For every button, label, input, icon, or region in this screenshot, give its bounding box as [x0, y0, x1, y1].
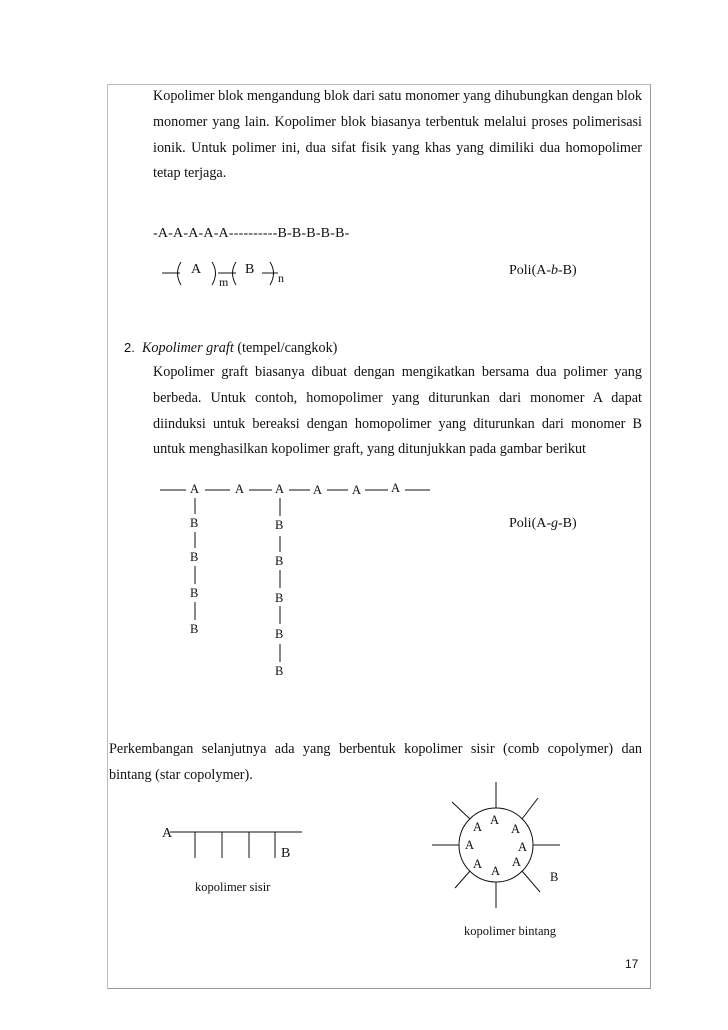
star-ring-a6: A — [473, 857, 483, 871]
star-ring-a2: A — [473, 820, 483, 834]
graft-backbone-a4: A — [313, 483, 323, 497]
star-ring-a4: A — [465, 838, 475, 852]
graft-branch2-b4: B — [275, 627, 284, 641]
graft-backbone-a5: A — [352, 483, 362, 497]
comb-b-label: B — [281, 846, 291, 861]
graft-branch1-b2: B — [190, 550, 199, 564]
graft-backbone-a3: A — [275, 482, 285, 496]
star-caption: kopolimer bintang — [464, 924, 556, 938]
graft-paragraph: Kopolimer graft biasanya dibuat dengan mengikatkan bersama dua polimer yang berbeda. Untuk contoh, homopolimer yang diturunkan dari monomer A dapat diinduksi untuk bereaksi dengan homopolimer yang diturunkan dari monomer B untuk menghasilkan kopolimer graft, yang ditunjukkan pada gambar berikut — [153, 364, 642, 458]
star-b-label: B — [550, 870, 559, 884]
graft-backbone-a1: A — [190, 482, 200, 496]
block-chain-formula: -A-A-A-A-A----------B-B-B-B-B- — [153, 226, 350, 241]
block-unit-b: B — [245, 262, 255, 277]
block-subscript-m: m — [219, 275, 229, 289]
graft-branch2-b2: B — [275, 554, 284, 568]
comb-a-label: A — [162, 826, 173, 841]
graft-branch2-b1: B — [275, 518, 284, 532]
star-ring-a7: A — [512, 855, 522, 869]
graft-branch2-b5: B — [275, 664, 284, 678]
graft-branch1-b3: B — [190, 586, 199, 600]
block-subscript-n: n — [278, 271, 284, 285]
block-formula-label: Poli(A-b-B) — [509, 263, 577, 278]
graft-formula-label: Poli(A-g-B) — [509, 516, 577, 531]
graft-branch1-b4: B — [190, 622, 199, 636]
block-unit-a: A — [191, 262, 202, 277]
star-ring-a1: A — [490, 813, 500, 827]
bracket-close-a — [212, 262, 216, 285]
graft-heading: 2. Kopolimer graft (tempel/cangkok) — [124, 340, 338, 356]
page-number: 17 — [625, 957, 639, 971]
graft-branch1-b1: B — [190, 516, 199, 530]
star-lines — [432, 782, 560, 908]
graft-branch2-b3: B — [275, 591, 284, 605]
graft-backbone-a2: A — [235, 482, 245, 496]
star-ring-a3: A — [511, 822, 521, 836]
star-ring-a8: A — [491, 864, 501, 878]
block-copolymer-paragraph: Kopolimer blok mengandung blok dari satu monomer yang dihubungkan dengan blok monomer yang lain. Kopolimer blok biasanya terbentuk melalui proses polimerisasi ionik. Untuk polimer ini, dua sifat fisik yang khas yang dimiliki dua homopolimer tetap terjaga. — [153, 88, 642, 182]
comb-caption: kopolimer sisir — [195, 880, 271, 894]
star-ring-a5: A — [518, 840, 528, 854]
development-paragraph: Perkembangan selanjutnya ada yang berbentuk kopolimer sisir (comb copolymer) dan bintang (star copolymer). — [109, 741, 642, 783]
graft-backbone-a6: A — [391, 481, 401, 495]
